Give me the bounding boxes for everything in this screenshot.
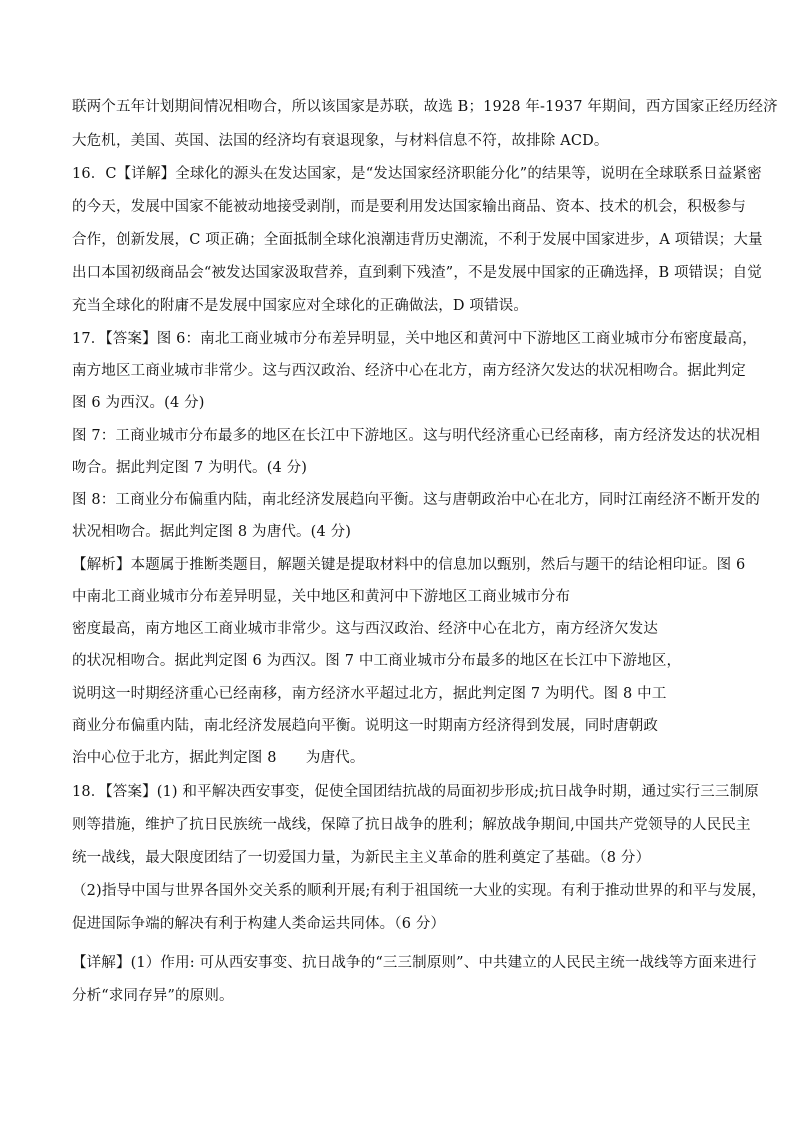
text-line: 治中心位于北方，据此判定图 8 为唐代。 (72, 750, 365, 766)
text-line: 大危机，美国、英国、法国的经济均有衰退现象，与材料信息不符，故排除 ACD。 (72, 133, 609, 149)
text-line: 商业分布偏重内陆，南北经济发展趋向平衡。说明这一时期南方经济得到发展，同时唐朝政 (72, 718, 658, 734)
text-line: 则等措施，维护了抗日民族统一战线，保障了抗日战争的胜利；解放战争期间,中国共产党领导的人民民主 (72, 817, 751, 833)
text-line: 充当全球化的附庸不是发展中国家应对全球化的正确做法，D 项错误。 (72, 298, 529, 314)
text-line: 联两个五年计划期间情况相吻合，所以该国家是苏联，故选 B；1928 年-1937 年期间，西方国家正经历经济 (72, 99, 778, 115)
text-line: 说明这一时期经济重心已经南移，南方经济水平超过北方，据此判定图 7 为明代。图 8 中工 (72, 686, 667, 702)
text-line: 图 7：工商业城市分布最多的地区在长江中下游地区。这与明代经济重心已经南移，南方经济发达的状况相 (72, 428, 761, 444)
text-line: 图 6 为西汉。(4 分) (72, 395, 205, 411)
text-line: 统一战线，最大限度团结了一切爱国力量，为新民主主义革命的胜利奠定了基础。（8 分） (72, 850, 651, 866)
text-line: 合作，创新发展，C 项正确；全面抵制全球化浪潮违背历史潮流，不利于发展中国家进步，A 项错误；大量 (72, 232, 763, 248)
text-line: 的今天，发展中国家不能被动地接受剥削，而是要利用发达国家输出商品、资本、技术的机会，积极参与 (72, 199, 746, 215)
text-line: 【详解】(1）作用: 可从西安事变、抗日战争的“三三制原则”、中共建立的人民民主统一战线等方面来进行 (72, 955, 757, 971)
text-line: 促进国际争端的解决有利于构建人类命运共同体。（6 分） (72, 916, 446, 932)
text-line: （2)指导中国与世界各国外交关系的顺利开展;有利于祖国统一大业的实现。有利于推动世界的和平与发展， (72, 883, 767, 899)
text-line: 中南北工商业城市分布差异明显，关中地区和黄河中下游地区工商业城市分布 (72, 589, 571, 605)
text-line: 分析“求同存异”的原则。 (72, 988, 234, 1004)
text-line: 16．C【详解】全球化的源头在发达国家，是“发达国家经济职能分化”的结果等，说明在全球联系日益紧密 (72, 166, 762, 182)
text-line: 18．【答案】(1) 和平解决西安事变，促使全国团结抗战的局面初步形成;抗日战争时期，通过实行三三制原 (72, 784, 759, 800)
text-line: 吻合。据此判定图 7 为明代。(4 分) (72, 460, 308, 476)
text-line: 图 8：工商业分布偏重内陆，南北经济发展趋向平衡。这与唐朝政治中心在北方，同时江南经济不断开发的 (72, 492, 761, 508)
text-line: 密度最高，南方地区工商业城市非常少。这与西汉政治、经济中心在北方，南方经济欠发达 (72, 621, 658, 637)
text-line: 17．【答案】图 6：南北工商业城市分布差异明显，关中地区和黄河中下游地区工商业城市分布密度最高， (72, 331, 757, 347)
text-line: 【解析】本题属于推断类题目，解题关键是提取材料中的信息加以甄别，然后与题干的结论相印证。图 6 (72, 557, 746, 573)
text-line: 状况相吻合。据此判定图 8 为唐代。(4 分) (72, 524, 352, 540)
text-line: 出口本国初级商品会“被发达国家汲取营养，直到剩下残渣”，不是发展中国家的正确选择，B 项错误；自觉 (72, 265, 762, 281)
text-line: 南方地区工商业城市非常少。这与西汉政治、经济中心在北方，南方经济欠发达的状况相吻合。据此判定 (72, 363, 746, 379)
text-line: 的状况相吻合。据此判定图 6 为西汉。图 7 中工商业城市分布最多的地区在长江中下游地区， (72, 653, 682, 669)
